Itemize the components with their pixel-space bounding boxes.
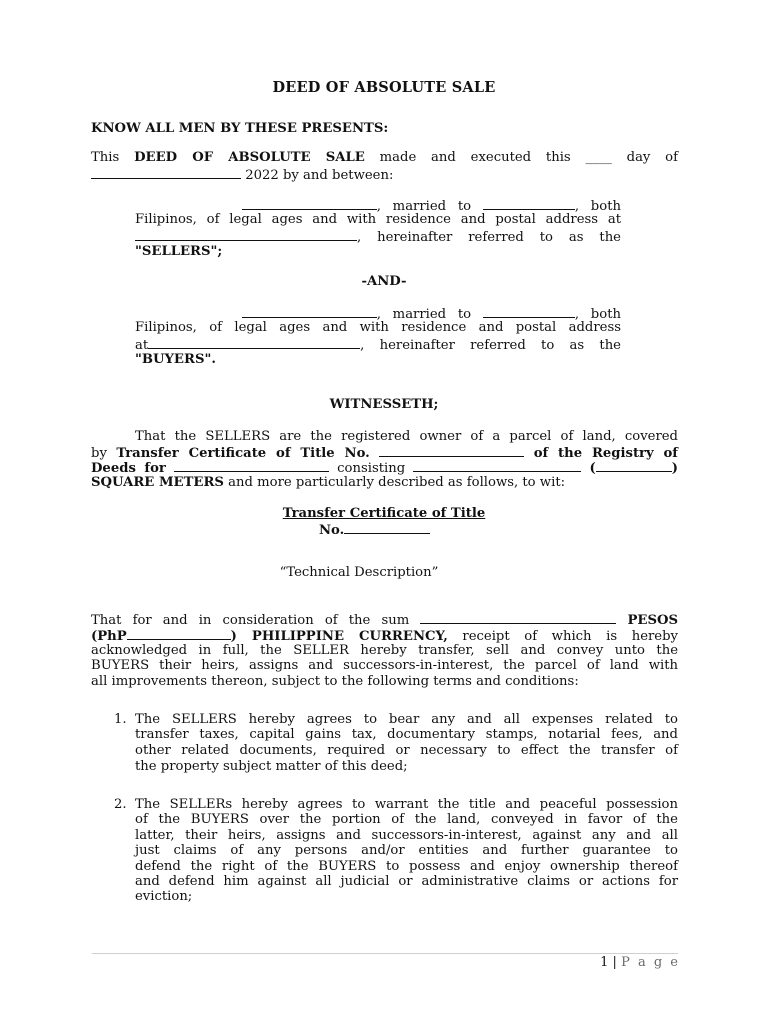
para2-currency: ) PHILIPPINE CURRENCY,	[230, 629, 448, 644]
and-separator: -AND-	[361, 274, 407, 289]
item-2-line: eviction;	[135, 889, 193, 904]
para1-registry: of the Registry of	[533, 446, 678, 461]
buyers-role: "BUYERS".	[135, 352, 216, 367]
item-1-line: transfer taxes, capital gains tax, documentary stamps, notarial fees, and	[135, 727, 678, 742]
para2-line-3: acknowledged in full, the SELLER hereby transfer, sell and convey unto the	[91, 643, 678, 658]
page-footer	[590, 955, 680, 970]
sum-number-blank	[127, 627, 231, 640]
tct-number-blank	[379, 444, 524, 457]
area-words-blank	[413, 459, 581, 472]
area-number-blank	[596, 459, 672, 472]
buyers-line-2: Filipinos, of legal ages and with residence and postal address	[135, 320, 621, 335]
registry-place-blank	[174, 459, 329, 472]
item-1-line: the property subject matter of this deed;	[135, 759, 408, 774]
know-all-heading: KNOW ALL MEN BY THESE PRESENTS:	[91, 121, 389, 136]
intro-line-1	[91, 150, 678, 166]
sellers-married: , married to	[376, 199, 472, 214]
seller-spouse-blank	[483, 197, 575, 210]
tct-heading: Transfer Certificate of Title	[282, 506, 486, 521]
sum-words-blank	[420, 611, 616, 624]
para2-consideration: That for and in consideration of the sum	[91, 613, 410, 628]
para2-pesos: PESOS	[627, 613, 678, 628]
tct-heading-blank	[344, 521, 430, 534]
document-title: DEED OF ABSOLUTE SALE	[272, 79, 496, 96]
para2-line-4: BUYERS their heirs, assigns and successors-in-interest, the parcel of land with	[91, 658, 678, 673]
item-2-line: defend the right of the BUYERS to possess and enjoy ownership thereof	[135, 859, 678, 874]
sellers-role: "SELLERS";	[135, 244, 223, 259]
para1-line-1: That the SELLERS are the registered owner of a parcel of land, covered	[135, 429, 678, 444]
intro-made: made and executed this ____ day of	[379, 150, 678, 165]
para1-sqm: SQUARE METERS	[91, 475, 224, 490]
buyers-hereinafter: , hereinafter referred to as the	[360, 338, 621, 353]
para1-deeds-for: Deeds for	[91, 461, 166, 476]
para2-php: (PhP	[91, 629, 127, 644]
footer-divider	[92, 953, 678, 954]
para1-line-4	[91, 475, 565, 491]
item-1-line: The SELLERS hereby agrees to bear any and all expenses related to	[135, 712, 678, 727]
tct-no-line	[319, 521, 430, 539]
buyer-name-blank	[242, 305, 377, 318]
buyers-both: , both	[574, 307, 621, 322]
page-separator: |	[612, 955, 617, 970]
witnesseth-heading: WITNESSETH;	[329, 397, 439, 412]
technical-description: “Technical Description”	[279, 565, 439, 580]
item-2-number: 2.	[114, 797, 127, 812]
buyers-at: at	[135, 338, 149, 353]
buyer-spouse-blank	[483, 305, 575, 318]
para2-receipt: receipt of which is hereby	[462, 629, 678, 644]
item-2-line: of the BUYERS over the portion of the land, conveyed in favor of the	[135, 812, 678, 827]
page-number: 1	[600, 955, 609, 970]
page-word: P a g e	[621, 955, 680, 970]
para1-consisting: consisting	[337, 461, 406, 476]
date-blank	[91, 166, 241, 179]
buyers-married: , married to	[376, 307, 472, 322]
intro-year: 2022 by and between:	[245, 168, 394, 183]
sellers-both: , both	[574, 199, 621, 214]
para1-tct: Transfer Certificate of Title No.	[116, 446, 370, 461]
item-2-line: latter, their heirs, assigns and successors-in-interest, against any and all	[135, 828, 678, 843]
buyer-address-blank	[148, 336, 360, 349]
para2-line-5: all improvements thereon, subject to the following terms and conditions:	[91, 674, 579, 689]
intro-this: This	[91, 150, 120, 165]
intro-line-2	[91, 166, 393, 184]
sellers-line-2: Filipinos, of legal ages and with residence and postal address at	[135, 212, 621, 227]
item-2-line: just claims of any persons and/or entities and further guarantee to	[135, 843, 678, 858]
para1-line-3: Deeds for consisting ( )	[91, 461, 678, 476]
sellers-hereinafter: , hereinafter referred to as the	[357, 230, 621, 245]
intro-deed-name: DEED OF ABSOLUTE SALE	[134, 150, 365, 165]
seller-address-blank	[135, 228, 357, 241]
item-2-line: and defend him against all judicial or administrative claims or actions for	[135, 874, 678, 889]
item-2-line: The SELLERs hereby agrees to warrant the title and peaceful possession	[135, 797, 678, 812]
item-1-line: other related documents, required or necessary to effect the transfer of	[135, 743, 678, 758]
para1-by: by	[91, 446, 107, 461]
tct-no-label: No.	[319, 523, 345, 538]
seller-name-blank	[242, 197, 377, 210]
para1-described: and more particularly described as follows, to wit:	[228, 475, 566, 490]
item-1-number: 1.	[114, 712, 127, 727]
